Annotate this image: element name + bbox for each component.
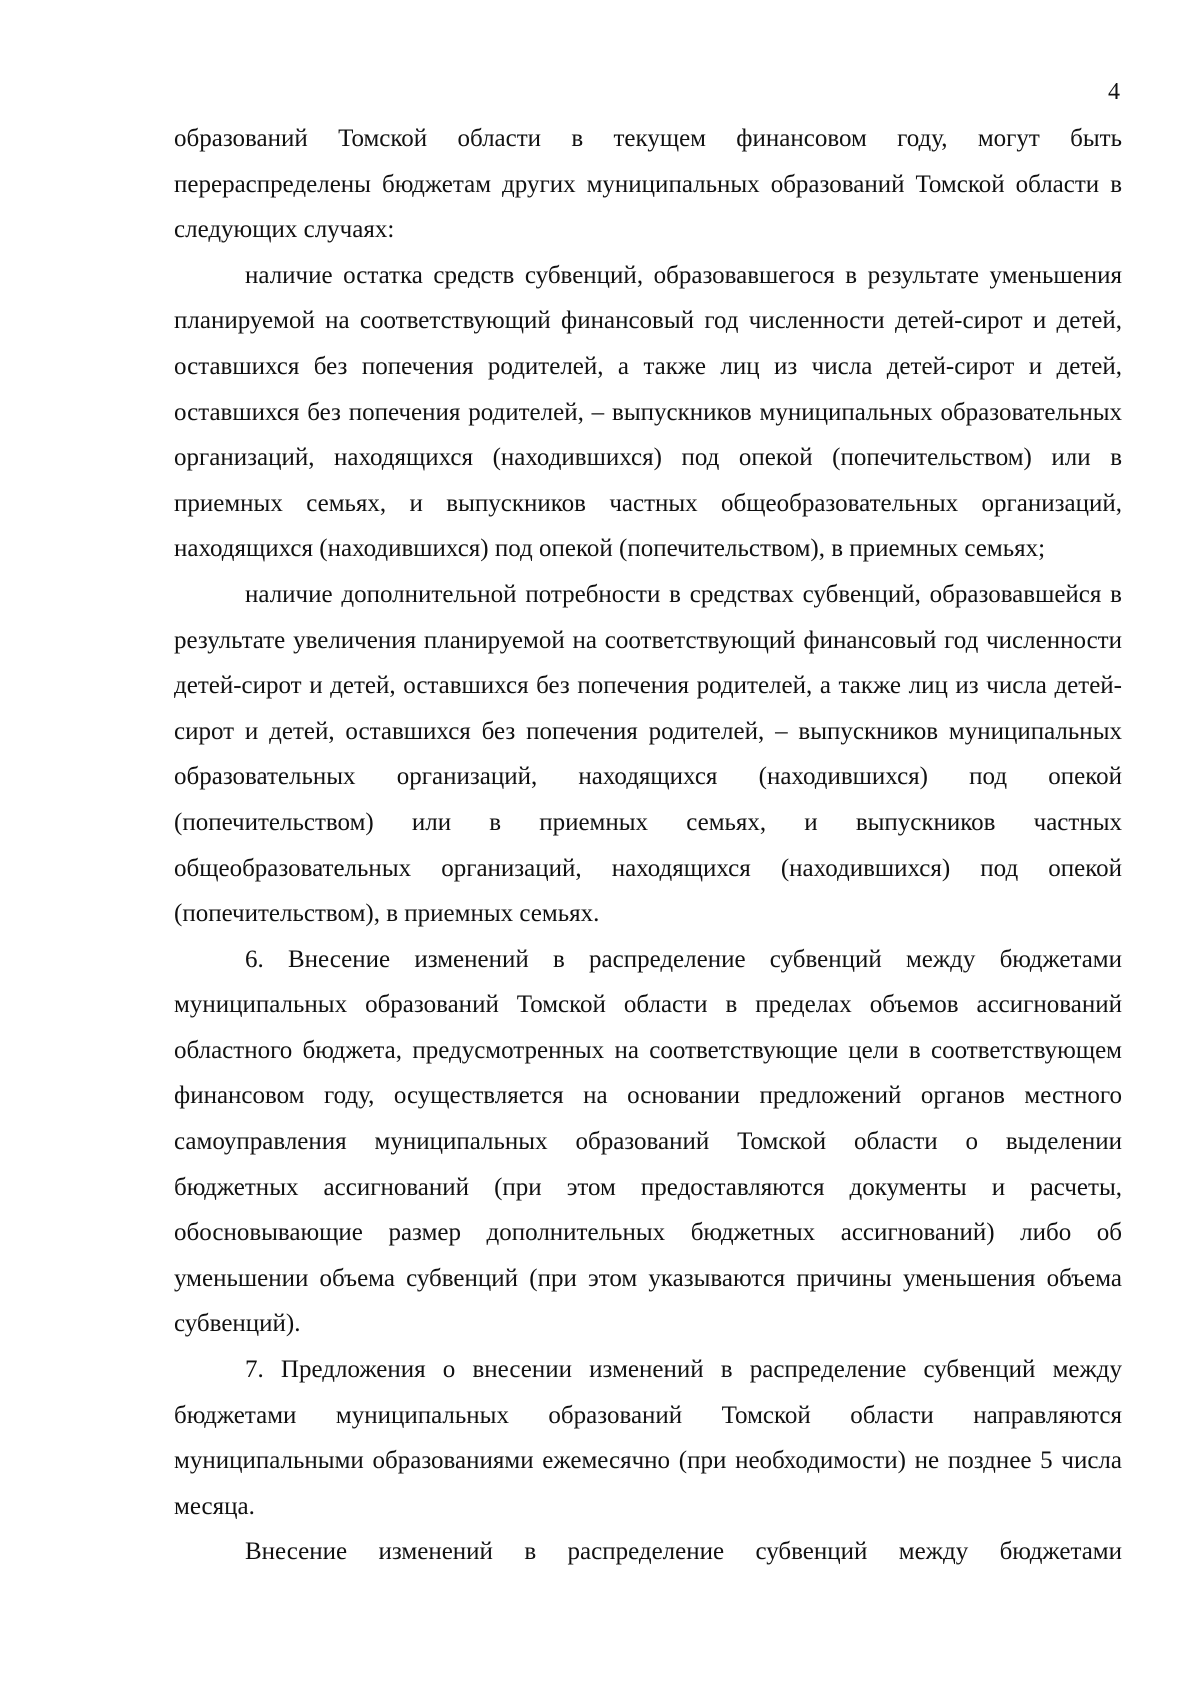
- paragraph-remaining-funds: наличие остатка средств субвенций, образовавшегося в результате уменьшения планируемой на соответствующий финансовый год численности детей-сирот и детей, оставшихся без попечения родителей, а также лиц из числа детей-сирот и детей, оставшихся без попечения родителей, – выпускников муниципальных образовательных организаций, находящихся (находившихся) под опекой (попечительством) или в приемных семьях, и выпускников частных общеобразовательных организаций, находящихся (находившихся) под опекой (попечительством), в приемных семьях;: [174, 261, 1122, 563]
- page-number: 4: [1108, 79, 1120, 105]
- document-body: [174, 116, 1122, 1575]
- paragraph-truncated: Внесение изменений в распределение субвенций между бюджетами: [245, 1538, 1122, 1566]
- paragraph-continuation: образований Томской области в текущем финансовом году, могут быть перераспределены бюджетам других муниципальных образований Томской области в следующих случаях:: [174, 125, 1122, 244]
- paragraph-additional-need: наличие дополнительной потребности в средствах субвенций, образовавшейся в результате увеличения планируемой на соответствующий финансовый год численности детей-сирот и детей, оставшихся без попечения родителей, а также лиц из числа детей-сирот и детей, оставшихся без попечения родителей, – выпускников муниципальных образовательных организаций, находящихся (находившихся) под опекой (попечительством) или в приемных семьях, и выпускников частных общеобразовательных организаций, находящихся (находившихся) под опекой (попечительством), в приемных семьях.: [174, 580, 1122, 928]
- paragraph-item-7: 7. Предложения о внесении изменений в распределение субвенций между бюджетами муниципальных образований Томской области направляются муниципальными образованиями ежемесячно (при необходимости) не позднее 5 числа месяца.: [174, 1356, 1122, 1520]
- paragraph-item-6: 6. Внесение изменений в распределение субвенций между бюджетами муниципальных образований Томской области в пределах объемов ассигнований областного бюджета, предусмотренных на соответствующие цели в соответствующем финансовом году, осуществляется на основании предложений органов местного самоуправления муниципальных образований Томской области о выделении бюджетных ассигнований (при этом предоставляются документы и расчеты, обосновывающие размер дополнительных бюджетных ассигнований) либо об уменьшении объема субвенций (при этом указываются причины уменьшения объема субвенций).: [174, 945, 1122, 1338]
